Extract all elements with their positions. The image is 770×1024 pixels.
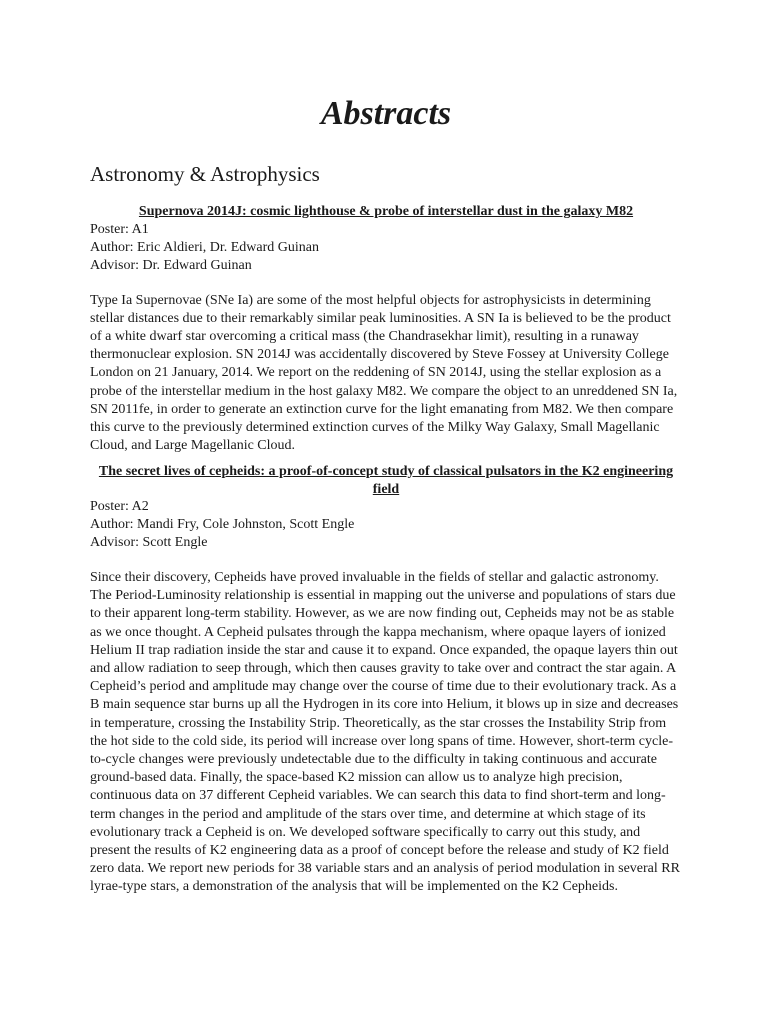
abstract-title: Supernova 2014J: cosmic lighthouse & probe of interstellar dust in the galaxy M82 — [138, 204, 634, 219]
abstract-poster: Poster: A2 — [90, 499, 149, 514]
abstract-advisor: Advisor: Scott Engle — [90, 535, 208, 550]
abstract-body: Since their discovery, Cepheids have proved invaluable in the fields of stellar and galactic astronomy. The Period-Luminosity relationship is essential in mapping out the universe and populations of stars due to their apparent long-term stability. However, as we are now finding out, Cepheids may not be as stable as we once thought. A Cepheid pulsates through the kappa mechanism, where opaque layers of ionized Helium II trap radiation inside the star and cause it to expand. Once expanded, the opaque layers thin out and allow radiation to seep through, which then causes gravity to take over and contract the star again. A Cepheid’s period and amplitude may change over the course of time due to their evolutionary track. As a B main sequence star burns up all the Hydrogen in its core into Helium, it blows up in size and decreases in temperature, crossing the Instability Strip. Theoretically, as the star crosses the Instability Strip from the hot side to the cold side, its period will increase over long spans of time. However, short-term cycle-to-cycle changes were previously undetectable due to the difficulty in taking continuous and accurate ground-based data. Finally, the space-based K2 mission can allow us to analyze high precision, continuous data on 37 different Cepheid variables. We can search this data to find short-term and long-term changes in the period and amplitude of the stars over time, and determine at which stage of its evolutionary track a Cepheid is on. We developed software specifically to carry out this study, and present the results of K2 engineering data as a proof of concept before the release and study of K2 field zero data. We report new periods for 38 variable stars and an analysis of period modulation in several RR lyrae-type stars, a demonstration of the analysis that will be implemented on the K2 Cepheids. — [90, 570, 680, 895]
abstract-author: Author: Eric Aldieri, Dr. Edward Guinan — [90, 239, 320, 255]
section-heading: Astronomy & Astrophysics — [90, 162, 320, 186]
abstract-advisor: Advisor: Dr. Edward Guinan — [90, 257, 252, 273]
page-title: Abstracts — [320, 95, 452, 132]
abstract-entry — [90, 463, 682, 897]
abstract-author: Author: Mandi Fry, Cole Johnston, Scott Engle — [90, 517, 355, 532]
abstract-title: The secret lives of cepheids: a proof-of-concept study of classical pulsators in the K2 engineering field — [98, 464, 674, 497]
abstract-poster: Poster: A1 — [90, 221, 149, 237]
abstract-entry — [90, 203, 682, 455]
abstract-body: Type Ia Supernovae (SNe Ia) are some of the most helpful objects for astrophysicists in determining stellar distances due to their remarkably similar peak luminosities. A SN Ia is believed to be the product of a white dwarf star overcoming a critical mass (the Chandrasekhar limit), resulting in a runaway thermonuclear explosion. SN 2014J was accidentally discovered by Steve Fossey at University College London on 21 January, 2014. We report on the reddening of SN 2014J, using the stellar explosion as a probe of the interstellar medium in the host galaxy M82. We compare the object to an unreddened SN Ia, SN 2011fe, in order to generate an extinction curve for the light emanating from M82. We then compare this curve to the previously determined extinction curves of the Milky Way Galaxy, Small Magellanic Cloud, and Large Magellanic Cloud. — [90, 292, 678, 454]
